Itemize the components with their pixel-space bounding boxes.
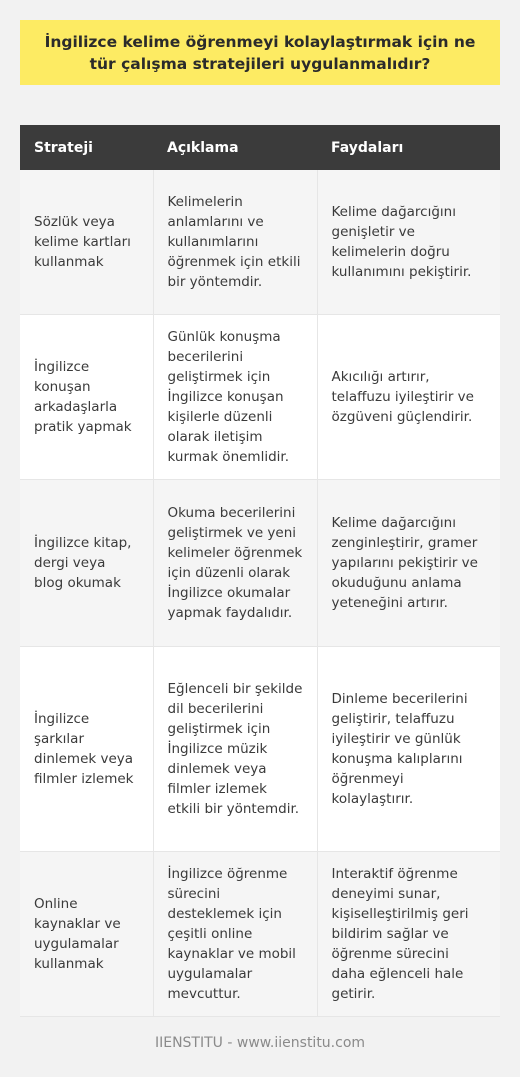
strategy-cell: İngilizce kitap, dergi veya blog okumak (20, 479, 153, 646)
question-banner (20, 20, 500, 85)
description-cell: İngilizce öğrenme sürecini desteklemek için çeşitli online kaynaklar ve mobil uygulamalar mevcuttur. (153, 851, 317, 1016)
benefits-cell: Kelime dağarcığını genişletir ve kelimelerin doğru kullanımını pekiştirir. (317, 170, 500, 314)
description-cell: Kelimelerin anlamlarını ve kullanımlarını öğrenmek için etkili bir yöntemdir. (153, 170, 317, 314)
strategy-cell: İngilizce şarkılar dinlemek veya filmler izlemek (20, 646, 153, 851)
table-row (20, 646, 500, 851)
strategy-cell: Sözlük veya kelime kartları kullanmak (20, 170, 153, 314)
benefits-cell: Interaktif öğrenme deneyimi sunar, kişiselleştirilmiş geri bildirim sağlar ve öğrenme sürecini daha eğlenceli hale getirir. (317, 851, 500, 1016)
table-header-row (20, 125, 500, 170)
strategy-cell: İngilizce konuşan arkadaşlarla pratik yapmak (20, 314, 153, 479)
table-row (20, 851, 500, 1016)
table-row (20, 314, 500, 479)
table-row (20, 479, 500, 646)
column-header-strategy: Strateji (20, 125, 153, 170)
column-header-benefits: Faydaları (317, 125, 500, 170)
question-title: İngilizce kelime öğrenmeyi kolaylaştırmak için ne tür çalışma stratejileri uygulanmalıdır? (44, 32, 476, 73)
description-cell: Eğlenceli bir şekilde dil becerilerini geliştirmek için İngilizce müzik dinlemek veya filmler izlemek etkili bir yöntemdir. (153, 646, 317, 851)
benefits-cell: Dinleme becerilerini geliştirir, telaffuzu iyileştirir ve günlük konuşma kalıplarını öğrenmeyi kolaylaştırır. (317, 646, 500, 851)
footer-credit: IIENSTITU - www.iienstitu.com (154, 1035, 366, 1051)
description-cell: Okuma becerilerini geliştirmek ve yeni kelimeler öğrenmek için düzenli olarak İngilizce okumalar yapmak faydalıdır. (153, 479, 317, 646)
benefits-cell: Kelime dağarcığını zenginleştirir, gramer yapılarını pekiştirir ve okuduğunu anlama yeteneğini artırır. (317, 479, 500, 646)
column-header-description: Açıklama (153, 125, 317, 170)
table-row (20, 170, 500, 314)
strategies-table (20, 125, 500, 1017)
description-cell: Günlük konuşma becerilerini geliştirmek için İngilizce konuşan kişilerle düzenli olarak iletişim kurmak önemlidir. (153, 314, 317, 479)
strategy-cell: Online kaynaklar ve uygulamalar kullanmak (20, 851, 153, 1016)
benefits-cell: Akıcılığı artırır, telaffuzu iyileştirir ve özgüveni güçlendirir. (317, 314, 500, 479)
